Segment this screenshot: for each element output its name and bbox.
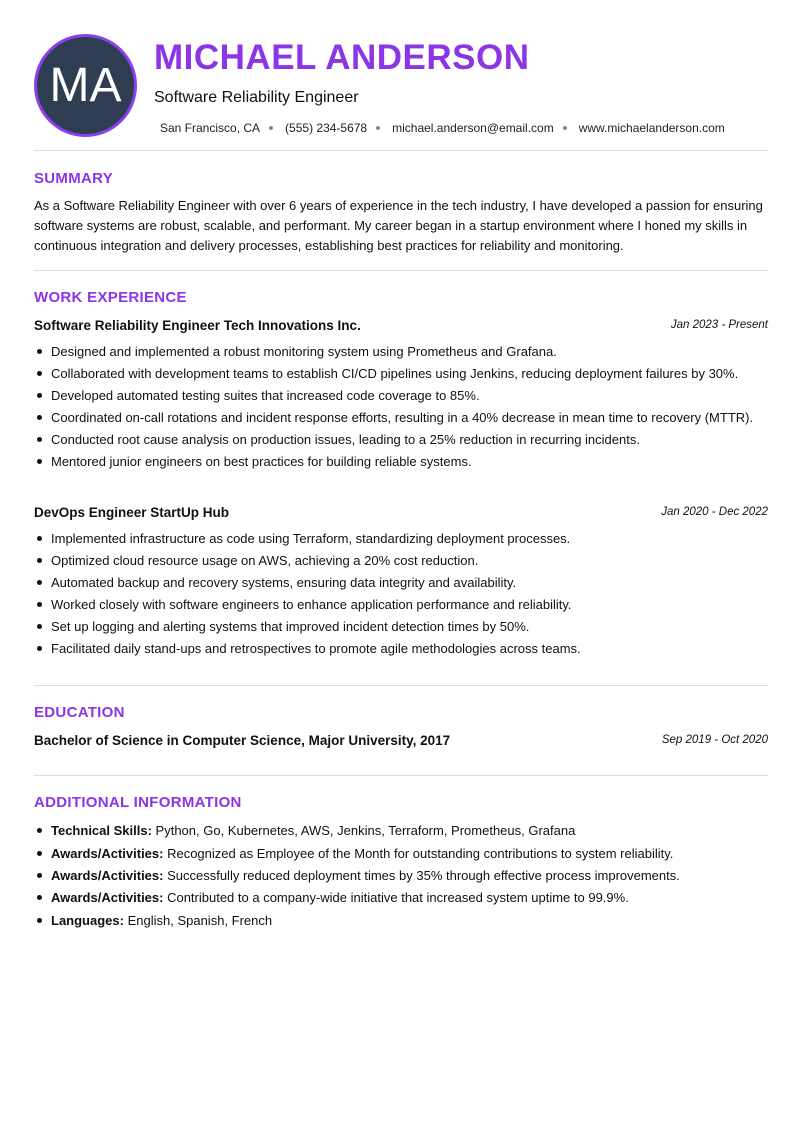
job-role: DevOps Engineer StartUp Hub [34, 505, 230, 520]
work-experience-heading: WORK EXPERIENCE [34, 289, 187, 306]
contact-website[interactable]: www.michaelanderson.com [578, 121, 725, 135]
summary-text: As a Software Reliability Engineer with over 6 years of experience in the tech industry, I have developed a passion for ensuring software systems are robust, scalable, and performant. My career began in a startup environment where I honed my skills in continuous integration and delivery processes, establishing best practices for reliability and monitoring. [34, 198, 763, 253]
info-label: Awards/Activities: [51, 890, 164, 905]
list-item: Facilitated daily stand-ups and retrospectives to promote agile methodologies across teams. [34, 639, 768, 658]
info-text: English, Spanish, French [123, 913, 273, 928]
contact-email[interactable]: michael.anderson@email.com [392, 121, 554, 135]
info-label: Technical Skills: [51, 823, 152, 838]
info-text: Successfully reduced deployment times by 35% through effective process improvements. [163, 868, 680, 883]
list-item: Designed and implemented a robust monitoring system using Prometheus and Grafana. [34, 342, 768, 361]
divider [34, 685, 768, 686]
contact-phone: (555) 234-5678 [285, 121, 368, 135]
contact-location: San Francisco, CA [160, 121, 261, 135]
separator-dot-icon [376, 126, 380, 130]
list-item: Implemented infrastructure as code using Terraform, standardizing deployment processes. [34, 529, 768, 548]
info-text: Contributed to a company-wide initiative that increased system uptime to 99.9%. [163, 890, 629, 905]
list-item [34, 821, 768, 840]
education-entry [34, 733, 768, 751]
job-dates: Jan 2023 - Present [670, 319, 768, 331]
job-bullet-list [34, 529, 768, 661]
education-heading: EDUCATION [34, 704, 125, 721]
job-role: Software Reliability Engineer Tech Innovations Inc. [34, 318, 361, 333]
avatar-initials: MA [49, 59, 122, 112]
additional-info-heading: ADDITIONAL INFORMATION [34, 794, 242, 811]
list-item: Optimized cloud resource usage on AWS, achieving a 20% cost reduction. [34, 551, 768, 570]
info-label: Awards/Activities: [51, 868, 164, 883]
list-item [34, 911, 768, 930]
info-text: Python, Go, Kubernetes, AWS, Jenkins, Terraform, Prometheus, Grafana [151, 823, 576, 838]
resume-header [34, 34, 768, 138]
list-item [34, 844, 768, 863]
info-label: Languages: [51, 913, 124, 928]
list-item: Developed automated testing suites that increased code coverage to 85%. [34, 386, 768, 405]
list-item: Coordinated on-call rotations and incident response efforts, resulting in a 40% decrease in mean time to recovery (MTTR). [34, 408, 768, 427]
separator-dot-icon [269, 126, 273, 130]
candidate-name: MICHAEL ANDERSON [154, 38, 530, 77]
list-item: Collaborated with development teams to establish CI/CD pipelines using Jenkins, reducing deployment failures by 30%. [34, 364, 768, 383]
list-item [34, 866, 768, 885]
divider [34, 775, 768, 776]
job-dates: Jan 2020 - Dec 2022 [661, 506, 768, 518]
list-item: Set up logging and alerting systems that improved incident detection times by 50%. [34, 617, 768, 636]
list-item: Worked closely with software engineers to enhance application performance and reliability. [34, 595, 768, 614]
job-header [34, 318, 768, 336]
avatar [34, 34, 137, 137]
separator-dot-icon [563, 126, 567, 130]
list-item: Mentored junior engineers on best practices for building reliable systems. [34, 452, 768, 471]
summary-heading: SUMMARY [34, 170, 114, 187]
contact-line [160, 121, 725, 135]
list-item: Conducted root cause analysis on production issues, leading to a 25% reduction in recurring incidents. [34, 430, 768, 449]
education-dates: Sep 2019 - Oct 2020 [661, 734, 768, 746]
education-degree: Bachelor of Science in Computer Science, Major University, 2017 [34, 733, 451, 748]
job-bullet-list [34, 342, 768, 474]
info-label: Awards/Activities: [51, 846, 164, 861]
list-item [34, 888, 768, 907]
candidate-title: Software Reliability Engineer [154, 89, 359, 106]
divider [34, 270, 768, 271]
list-item: Automated backup and recovery systems, ensuring data integrity and availability. [34, 573, 768, 592]
job-header [34, 505, 768, 523]
info-text: Recognized as Employee of the Month for outstanding contributions to system reliability. [163, 846, 674, 861]
additional-info-list [34, 821, 768, 933]
divider [34, 150, 768, 151]
